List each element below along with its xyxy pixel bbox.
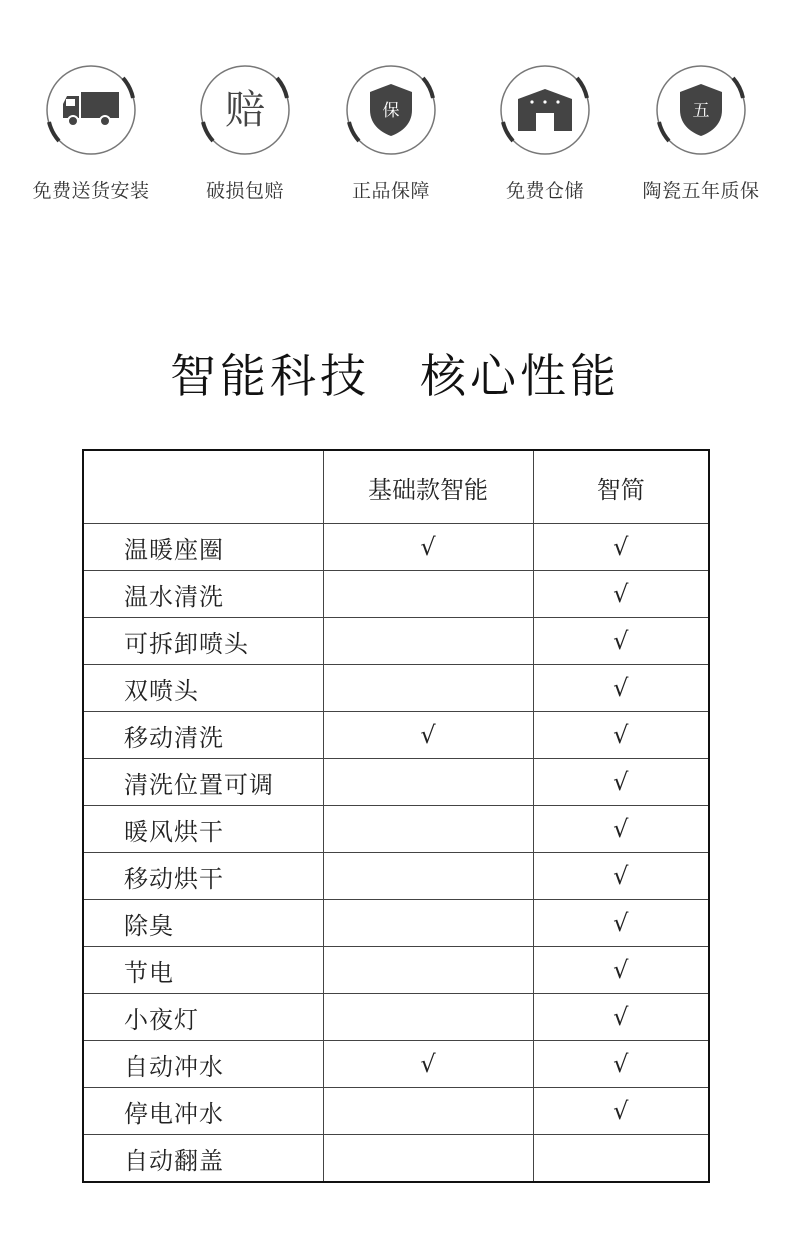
table-row <box>83 571 709 618</box>
feature-name: 双喷头 <box>83 665 323 712</box>
table-row <box>83 1088 709 1135</box>
badge <box>199 64 291 156</box>
table-row <box>83 806 709 853</box>
smart-check-cell: √ <box>533 618 709 665</box>
feature-name: 温水清洗 <box>83 571 323 618</box>
basic-check-cell <box>323 947 533 994</box>
feature-name: 清洗位置可调 <box>83 759 323 806</box>
smart-check-cell: √ <box>533 1041 709 1088</box>
table-header-row <box>83 450 709 524</box>
smart-check-cell: √ <box>533 759 709 806</box>
shield-wu-icon <box>676 82 726 138</box>
basic-check-cell <box>323 806 533 853</box>
warehouse-icon <box>516 87 574 133</box>
shield-bao-glyph: 保 <box>382 101 400 121</box>
basic-check-cell <box>323 665 533 712</box>
table-row <box>83 618 709 665</box>
smart-check-cell: √ <box>533 994 709 1041</box>
feature-name: 自动翻盖 <box>83 1135 323 1183</box>
truck-icon <box>61 90 121 130</box>
service-free-delivery <box>6 64 176 203</box>
smart-check-cell <box>533 1135 709 1183</box>
feature-name: 可拆卸喷头 <box>83 618 323 665</box>
basic-check-cell <box>323 1135 533 1183</box>
service-free-storage <box>460 64 630 203</box>
header-blank <box>83 450 323 524</box>
table-row <box>83 712 709 759</box>
section-headline: 智能科技 核心性能 <box>170 349 620 403</box>
service-label: 破损包赔 <box>205 180 284 202</box>
feature-name: 温暖座圈 <box>83 524 323 571</box>
service-label: 免费送货安装 <box>32 180 150 202</box>
feature-name: 自动冲水 <box>83 1041 323 1088</box>
smart-check-cell: √ <box>533 571 709 618</box>
basic-check-cell <box>323 900 533 947</box>
basic-check-cell: √ <box>323 524 533 571</box>
basic-check-cell: √ <box>323 1041 533 1088</box>
table-row <box>83 665 709 712</box>
smart-check-cell: √ <box>533 806 709 853</box>
service-ceramic-warranty <box>616 64 786 203</box>
table-row <box>83 524 709 571</box>
smart-check-cell: √ <box>533 900 709 947</box>
smart-check-cell: √ <box>533 712 709 759</box>
basic-check-cell: √ <box>323 712 533 759</box>
feature-name: 除臭 <box>83 900 323 947</box>
smart-check-cell: √ <box>533 524 709 571</box>
basic-check-cell <box>323 618 533 665</box>
table-row <box>83 853 709 900</box>
feature-name: 小夜灯 <box>83 994 323 1041</box>
smart-check-cell: √ <box>533 853 709 900</box>
smart-check-cell: √ <box>533 1088 709 1135</box>
header-basic-model: 基础款智能 <box>323 450 533 524</box>
basic-check-cell <box>323 853 533 900</box>
smart-check-cell: √ <box>533 665 709 712</box>
feature-name: 节电 <box>83 947 323 994</box>
badge <box>655 64 747 156</box>
peichang-icon: 赔 <box>225 87 265 133</box>
basic-check-cell <box>323 994 533 1041</box>
service-damage-compensation <box>160 64 330 203</box>
service-badges <box>0 64 790 214</box>
table-row <box>83 759 709 806</box>
table-row <box>83 1041 709 1088</box>
shield-wu-glyph: 五 <box>692 101 710 121</box>
service-label: 免费仓储 <box>505 180 584 202</box>
badge <box>45 64 137 156</box>
service-label: 正品保障 <box>351 180 430 202</box>
feature-name: 移动烘干 <box>83 853 323 900</box>
table-row <box>83 947 709 994</box>
badge <box>345 64 437 156</box>
feature-name: 停电冲水 <box>83 1088 323 1135</box>
table-row <box>83 900 709 947</box>
table-body <box>83 524 709 1183</box>
feature-name: 暖风烘干 <box>83 806 323 853</box>
service-genuine <box>306 64 476 203</box>
table-row <box>83 994 709 1041</box>
basic-check-cell <box>323 1088 533 1135</box>
feature-name: 移动清洗 <box>83 712 323 759</box>
table-row <box>83 1135 709 1183</box>
basic-check-cell <box>323 759 533 806</box>
basic-check-cell <box>323 571 533 618</box>
feature-comparison-table <box>82 449 710 1183</box>
smart-check-cell: √ <box>533 947 709 994</box>
service-label: 陶瓷五年质保 <box>642 180 760 202</box>
badge <box>499 64 591 156</box>
shield-bao-icon <box>366 82 416 138</box>
header-smart-model: 智简 <box>533 450 709 524</box>
